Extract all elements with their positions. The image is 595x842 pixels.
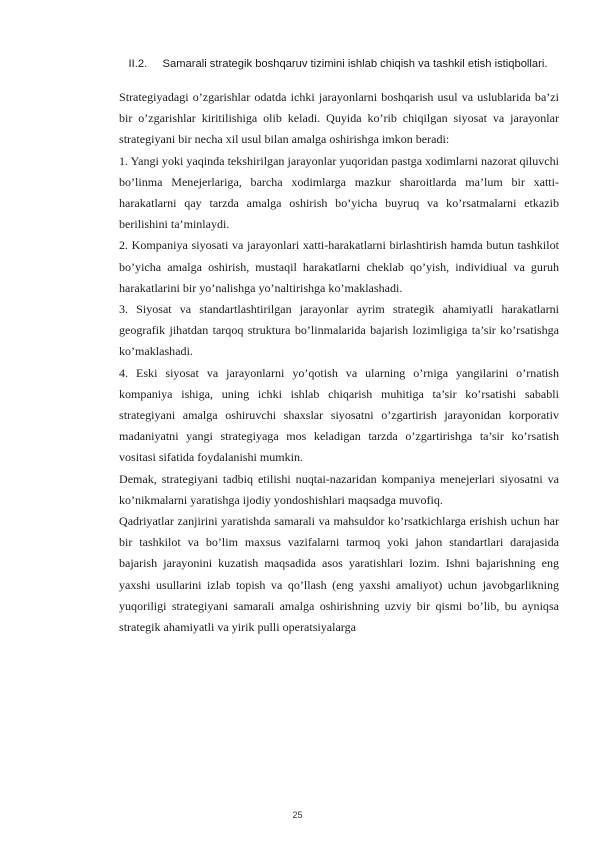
- section-title: Samarali strategik boshqaruv tizimini ishlab chiqish va tashkil etish istiqbollari.: [162, 58, 548, 70]
- paragraph: 4. Eski siyosat va jarayonlarni yo’qotish va ularning o’rniga yangilarini o’rnatish kompaniya ishiga, uning ichki ishlab chiqarish muhitiga ta’sir ko’rsatishi sababli strategiyani amalga oshiruvchi shaxslar siyosatni o’zgartirish jarayonidan korporativ madaniyatni yangi strategiyaga mos keladigan tarzda o’zgartirishga ta’sir ko’rsatish vositasi sifatida foydalanishi mumkin.: [119, 365, 559, 465]
- page-number: 25: [292, 810, 303, 820]
- paragraph: Qadriyatlar zanjirini yaratishda samarali va mahsuldor ko’rsatkichlarga erishish uchun har bir tashkilot va bo’lim maxsus vazifalarni tarmoq yoki jahon standartlari darajasida bajarish jarayonini kuzatish maqsadida asos yaratishlari lozim. Ishni bajarishning eng yaxshi usullarini izlab topish va qo’llash (eng yaxshi amaliyot) uchun javobgarlikning yuqoriligi strategiyani samarali amalga oshirishning uzviy bir qismi bo’lib, bu ayniqsa strategik ahamiyatli va yirik pulli operatsiyalarga: [119, 514, 559, 635]
- body-text: [119, 87, 559, 638]
- paragraph: 1. Yangi yoki yaqinda tekshirilgan jarayonlar yuqoridan pastga xodimlarni nazorat qiluvchi bo’linma Menejerlariga, barcha xodimlarga mazkur sharoitlarda ma’lum bir xatti-harakatlarni qay tarzda amalga oshirish bo’yicha buyruq va ko’rsatmalarni etkazib berilishini ta’minlaydi.: [119, 153, 559, 232]
- paragraph: Strategiyadagi o’zgarishlar odatda ichki jarayonlarni boshqarish usul va uslublarida ba’zi bir o’zgarishlar kiritilishiga olib keladi. Quyida ko’rib chiqilgan siyosat va jarayonlar strategiyani bir necha xil usul bilan amalga oshirishga imkon beradi:: [119, 90, 559, 147]
- section-number: II.2.: [128, 58, 148, 70]
- section-heading: [118, 57, 558, 71]
- paragraph: 3. Siyosat va standartlashtirilgan jarayonlar ayrim strategik ahamiyatli harakatlarni geografik jihatdan tarqoq struktura bo’linmalarida bajarish lozimligiga ta’sir ko’rsatishga ko’maklashadi.: [119, 302, 559, 359]
- paragraph: 2. Kompaniya siyosati va jarayonlari xatti-harakatlarni birlashtirish hamda butun tashkilot bo’yicha amalga oshirish, mustaqil harakatlarni cheklab qo’yish, individiual va guruh harakatlarini bir yo’nalishga yo’naltirishga ko’maklashadi.: [119, 238, 559, 295]
- paragraph: Demak, strategiyani tadbiq etilishi nuqtai-nazaridan kompaniya menejerlari siyosatni va ko’nikmalarni yaratishga ijodiy yondoshishlari maqsadga muvofiq.: [119, 471, 559, 507]
